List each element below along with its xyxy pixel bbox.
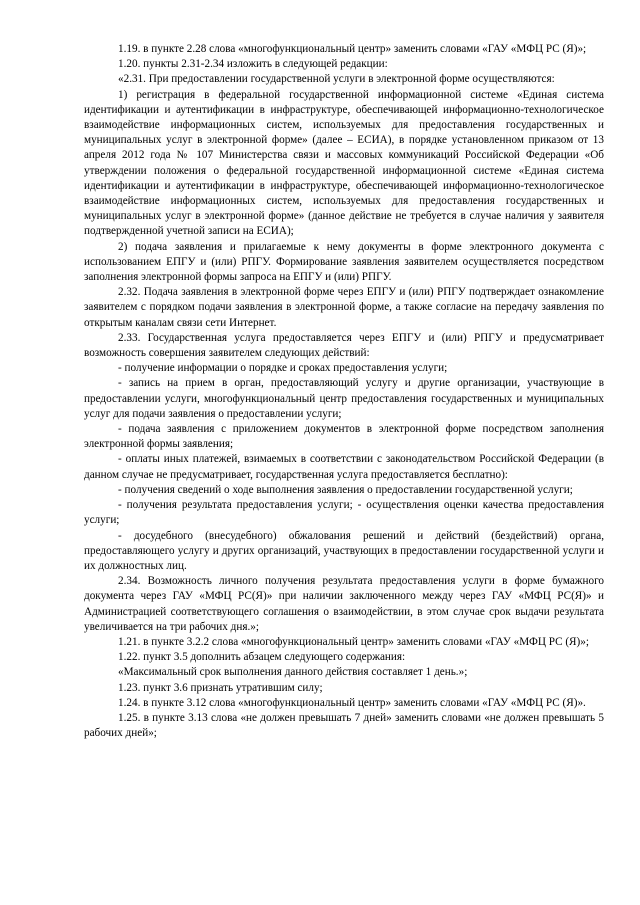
paragraph-2-31-item-1: 1) регистрация в федеральной государственной информационной системе «Единая система идентификации и аутентификации в инфраструктуре, обеспечивающей информационно-технологическое взаимодействие информационных систем, используемых для предоставления государственных и муниципальных услуг в электронной форме» (далее – ЕСИА), в порядке установленном приказом от 13 апреля 2012 года № 107 Министерства связи и массовых коммуникаций Российской Федерации «Об утверждении положения о федеральной государственной информационной системе «Единая система идентификации и аутентификации в инфраструктуре, обеспечивающей информационно-технологическое взаимодействие информационных систем, используемых для предоставления государственных и муниципальных услуг в электронной форме» (данное действие не требуется в случае наличия у заявителя подтвержденной учетной записи на ЕСИА);	[84, 88, 604, 238]
paragraph-1-22: 1.22. пункт 3.5 дополнить абзацем следующего содержания:	[118, 651, 406, 664]
paragraph-2-32: 2.32. Подача заявления в электронной форме через ЕПГУ и (или) РПГУ подтверждает ознакомление заявителем с порядком подачи заявления в электронной форме, а также согласие на передачу заявления по открытым каналам связи сети Интернет.	[84, 286, 604, 329]
paragraph-2-31: «2.31. При предоставлении государственной услуги в электронной форме осуществляются:	[118, 73, 555, 86]
document-page	[84, 42, 604, 741]
list-item-application: - подача заявления с приложением документов в электронной форме посредством заполнения электронной формы заявления;	[84, 423, 604, 451]
paragraph-2-31-item-2: 2) подача заявления и прилагаемые к нему документы в форме электронного документа с использованием ЕПГУ и (или) РПГУ. Формирование заявления заявителем осуществляется посредством заполнения электронной формы запроса на ЕПГУ и (или) РПГУ.	[84, 240, 604, 284]
paragraph-2-33: 2.33. Государственная услуга предоставляется через ЕПГУ и (или) РПГУ и предусматривает возможность совершения заявителем следующих действий:	[84, 331, 604, 360]
paragraph-1-24: 1.24. в пункте 3.12 слова «многофункциональный центр» заменить словами «ГАУ «МФЦ РС (Я)».	[118, 696, 586, 709]
paragraph-1-21: 1.21. в пункте 3.2.2 слова «многофункциональный центр» заменить словами «ГАУ «МФЦ РС (Я)»;	[118, 635, 589, 648]
paragraph-1-19: 1.19. в пункте 2.28 слова «многофункциональный центр» заменить словами «ГАУ «МФЦ РС (Я)»;	[118, 43, 587, 55]
list-item-appeal: - досудебного (внесудебного) обжалования решений и действий (бездействий) органа, предоставляющего услугу и других организаций, участвующих в предоставлении государственной услуги и их должностных лиц.	[84, 529, 604, 572]
paragraph-1-22-quote: «Максимальный срок выполнения данного действия составляет 1 день.»;	[118, 666, 468, 679]
list-item-info: - получение информации о порядке и сроках предоставления услуги;	[118, 362, 448, 375]
paragraph-2-34: 2.34. Возможность личного получения результата предоставления услуги в форме бумажного документа через ГАУ «МФЦ РС(Я)» при наличии заключенного между через ГАУ «МФЦ РС(Я)» и Администрацией соответствующего соглашения о взаимодействии, в этом случае срок выдачи результата увеличивается на три рабочих дня.»;	[84, 575, 604, 633]
list-item-status: - получения сведений о ходе выполнения заявления о предоставлении государственной услуги;	[118, 483, 573, 496]
paragraph-1-23: 1.23. пункт 3.6 признать утратившим силу;	[118, 681, 323, 694]
list-item-result: - получения результата предоставления услуги; - осуществления оценки качества предоставления услуги;	[84, 499, 604, 527]
list-item-appointment: - запись на прием в орган, предоставляющий услугу и другие организации, участвующие в предоставлении услуги, многофункциональный центр предоставления государственных и муниципальных услуг для подачи заявления о предоставлении услуги;	[84, 377, 604, 420]
paragraph-1-20: 1.20. пункты 2.31-2.34 изложить в следующей редакции:	[118, 58, 388, 71]
paragraph-1-25: 1.25. в пункте 3.13 слова «не должен превышать 7 дней» заменить словами «не должен превышать 5 рабочих дней»;	[84, 711, 604, 740]
list-item-payments: - оплаты иных платежей, взимаемых в соответствии с законодательством Российской Федерации (в данном случае не предусматривает, государственная услуга предоставляется бесплатно):	[84, 453, 604, 481]
